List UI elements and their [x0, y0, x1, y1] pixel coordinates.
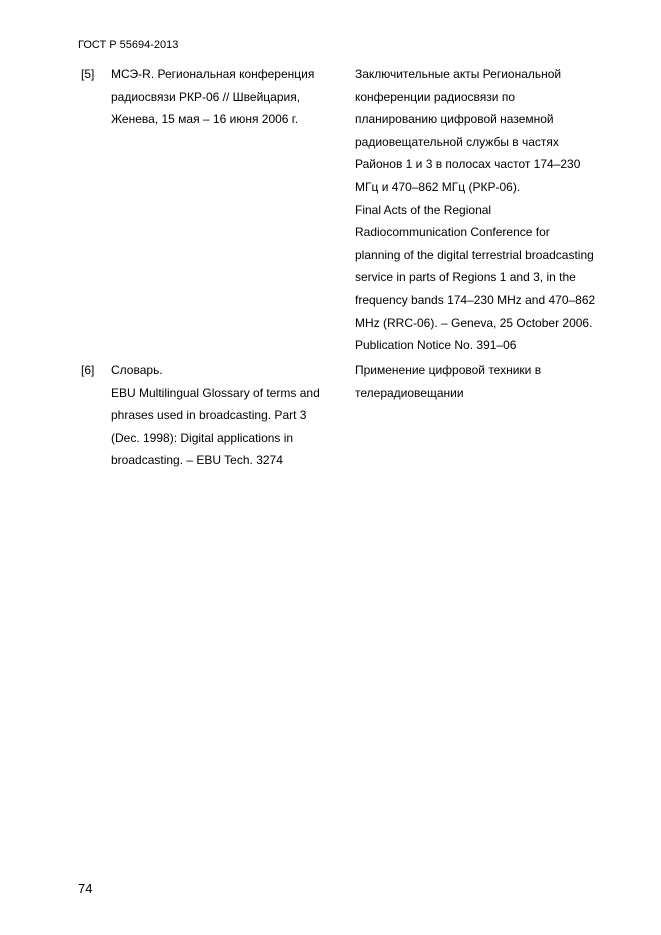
- text-line: МСЭ-R. Региональная конференция: [111, 67, 315, 81]
- reference-source: [111, 63, 343, 131]
- text-line: Женева, 15 мая – 16 июня 2006 г.: [111, 112, 299, 127]
- text-line: радиосвязи РКР-06 // Швейцария,: [111, 89, 301, 104]
- text-line: planning of the digital terrestrial broadcasting: [355, 247, 594, 262]
- text-line: frequency bands 174–230 MHz and 470–862: [355, 292, 596, 307]
- reference-title: [355, 63, 625, 357]
- text-line: Словарь.: [111, 363, 163, 377]
- text-line: Районов 1 и 3 в полосах частот 174–230: [355, 157, 581, 172]
- document-header: ГОСТ Р 55694-2013: [78, 39, 179, 51]
- text-line: MHz (RRC-06). – Geneva, 25 October 2006.: [355, 315, 593, 330]
- reference-number: [5]: [81, 67, 95, 81]
- reference-number: [6]: [81, 363, 95, 377]
- text-line: broadcasting. – EBU Tech. 3274: [111, 453, 283, 468]
- title-paragraph-ru: [355, 63, 625, 199]
- text-line: Publication Notice No. 391–06: [355, 338, 517, 353]
- text-line: EBU Multilingual Glossary of terms and: [111, 385, 320, 400]
- text-line: радиовещательной службы в частях: [355, 134, 559, 149]
- page-number: 74: [78, 881, 93, 896]
- reference-source: [111, 359, 343, 472]
- title-paragraph-en: [355, 199, 625, 357]
- text-line: (Dec. 1998): Digital applications in: [111, 430, 294, 445]
- text-line: phrases used in broadcasting. Part 3: [111, 408, 307, 423]
- text-line: service in parts of Regions 1 and 3, in the: [355, 270, 576, 285]
- text-line: планированию цифровой наземной: [355, 112, 554, 127]
- text-line: телерадиовещании: [355, 385, 464, 400]
- text-line: МГц и 470–862 МГц (РКР-06).: [355, 179, 521, 194]
- text-line: Radiocommunication Conference for: [355, 225, 550, 240]
- text-line: конференции радиосвязи по: [355, 89, 515, 104]
- text-line: Заключительные акты Региональной: [355, 67, 562, 81]
- title-paragraph-ru: [355, 359, 625, 404]
- text-line: Применение цифровой техники в: [355, 363, 542, 377]
- reference-title: [355, 359, 625, 404]
- text-line: Final Acts of the Regional: [355, 202, 492, 217]
